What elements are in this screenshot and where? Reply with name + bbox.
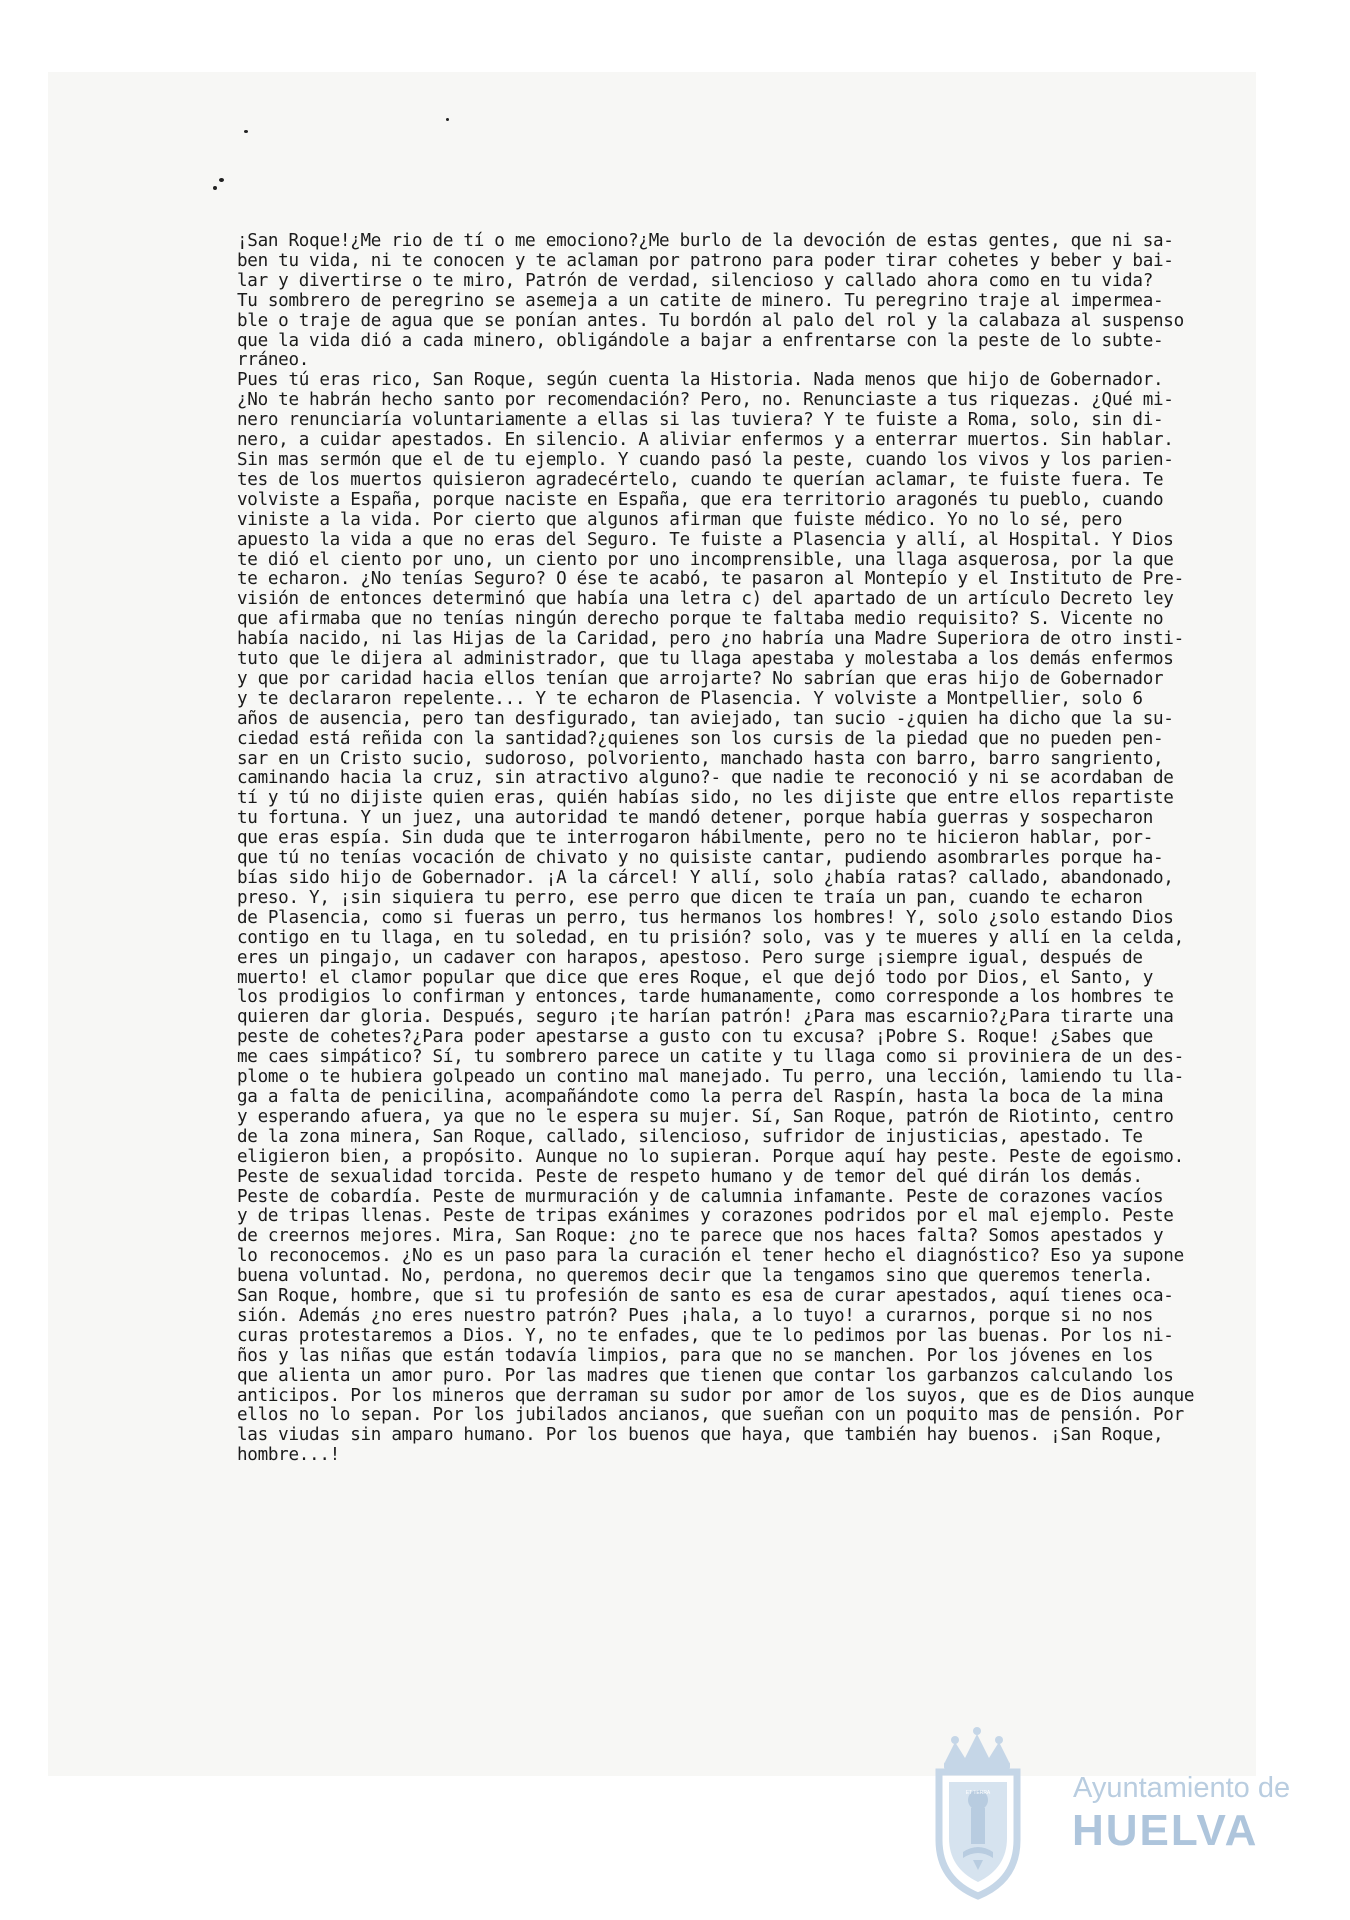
watermark-line-ayuntamiento: Ayuntamiento de	[1073, 1772, 1291, 1804]
document-body-text: ¡San Roque!¿Me rio de tí o me emociono?¿Me burlo de la devoción de estas gentes, que ni sa- ben tu vida, ni te conocen y te aclaman por patrono para poder tirar cohetes y beber y bai- lar y divertirse o te miro, Patrón de verdad, silencioso y callado ahora como en tu vida? Tu sombrero de peregrino se asemeja a un catite de minero. Tu peregrino traje al impermea- ble o traje de agua que se ponían antes. Tu bordón al palo del rol y la calabaza al suspenso que la vida dió a cada minero, obligándole a bajar a enfrentarse con la peste de lo subte- rráneo. Pues tú eras rico, San Roque, según cuenta la Historia. Nada menos que hijo de Gobernador. ¿No te habrán hecho santo por recomendación? Pero, no. Renunciaste a tus riquezas. ¿Qué mi- nero renunciaría voluntariamente a ellas si las tuviera? Y te fuiste a Roma, solo, sin di- nero, a cuidar apestados. En silencio. A aliviar enfermos y a enterrar muertos. Sin hablar. Sin mas sermón que el de tu ejemplo. Y cuando pasó la peste, cuando los vivos y los parien- tes de los muertos quisieron agradecértelo, cuando te querían aclamar, te fuiste fuera. Te volviste a España, porque naciste en España, que era territorio aragonés tu pueblo, cuando viniste a la vida. Por cierto que algunos afirman que fuiste médico. Yo no lo sé, pero apuesto la vida a que no eras del Seguro. Te fuiste a Plasencia y allí, al Hospital. Y Dios te dió el ciento por uno, un ciento por uno incomprensible, una llaga asquerosa, por la que te echaron. ¿No tenías Seguro? O ése te acabó, te pasaron al Montepío y el Instituto de Pre- visión de entonces determinó que había una letra c) del apartado de un artículo Decreto ley que afirmaba que no tenías ningún derecho porque te faltaba medio requisito? S. Vicente no había nacido, ni las Hijas de la Caridad, pero ¿no habría una Madre Superiora de otro insti- tuto que le dijera al administrador, que tu llaga apestaba y molestaba a los demás enfermos y que por caridad hacia ellos tenían que arrojarte? No sabrían que eras hijo de Gobernador y te declararon repelente... Y te echaron de Plasencia. Y volviste a Montpellier, solo 6 años de ausencia, pero tan desfigurado, tan aviejado, tan sucio -¿quien ha dicho que la su- ciedad está reñida con la santidad?¿quienes son los cursis de la piedad que no pueden pen- sar en un Cristo sucio, sudoroso, polvoriento, manchado hasta con barro, barro sangriento, caminando hacia la cruz, sin atractivo alguno?- que nadie te reconoció y ni se acordaban de tí y tú no dijiste quien eras, quién habías sido, no les dijiste que entre ellos repartiste tu fortuna. Y un juez, una autoridad te mandó detener, porque había guerras y sospecharon que eras espía. Sin duda que te interrogaron hábilmente, pero no te hicieron hablar, por- que tú no tenías vocación de chivato y no quisiste cantar, pudiendo asombrarles porque ha- bías sido hijo de Gobernador. ¡A la cárcel! Y allí, solo ¿había ratas? callado, abandonado, preso. Y, ¡sin siquiera tu perro, ese perro que dicen te traía un pan, cuando te echaron de Plasencia, como si fueras un perro, tus hermanos los hombres! Y, solo ¿solo estando Dios contigo en tu llaga, en tu soledad, en tu prisión? solo, vas y te mueres y allí en la celda, eres un pingajo, un cadaver con harapos, apestoso. Pero surge ¡siempre igual, después de muerto! el clamor popular que dice que eres Roque, el que dejó todo por Dios, el Santo, y los prodigios lo confirman y entonces, tarde humanamente, como corresponde a los hombres te quieren dar gloria. Después, seguro ¡te harían patrón! ¿Para mas escarnio?¿Para tirarte una peste de cohetes?¿Para poder apestarse a gusto con tu excusa? ¡Pobre S. Roque! ¿Sabes que me caes simpático? Sí, tu sombrero parece un catite y tu llaga como si proviniera de un des- plome o te hubiera golpeado un contino mal manejado. Tu perro, una lección, lamiendo tu lla- ga a falta de penicilina, acompañándote como la perra del Raspín, hasta la boca de la mina y esperando afuera, ya que no le espera su mujer. Sí, San Roque, patrón de Riotinto, centro de la zona minera, San Roque, callado, silencioso, sufridor de injusticias, apestado. Te eligieron bien, a propósito. Aunque no lo supieran. Porque aquí hay peste. Peste de egoismo. Peste de sexualidad torcida. Peste de respeto humano y de temor del qué dirán los demás. Peste de cobardía. Peste de murmuración y de calumnia infamante. Peste de corazones vacíos y de tripas llenas. Peste de tripas exánimes y corazones podridos por el mal ejemplo. Peste de creernos mejores. Mira, San Roque: ¿no te parece que nos haces falta? Somos apestados y lo reconocemos. ¿No es un paso para la curación el tener hecho el diagnóstico? Eso ya supone buena voluntad. No, perdona, no queremos decir que la tengamos sino que queremos tenerla. San Roque, hombre, que si tu profesión de santo es esa de curar apestados, aquí tienes oca- sión. Además ¿no eres nuestro patrón? Pues ¡hala, a lo tuyo! a curarnos, porque si no nos curas protestaremos a Dios. Y, no te enfades, que te lo pedimos por las buenas. Por los ni- ños y las niñas que están todavía limpios, para que no se manchen. Por los jóvenes en los que alienta un amor puro. Por las madres que tienen que contar los garbanzos calculando los anticipos. Por los mineros que derraman su sudor por amor de los suyos, que es de Dios aunque ellos no lo sepan. Por los jubilados ancianos, que sueñan con un poquito mas de pensión. Por las viudas sin amparo humano. Por los buenos que haya, que también hay buenos. ¡San Roque, hombre...!	[237, 231, 1195, 1466]
page-mark	[446, 118, 449, 121]
page-mark	[244, 130, 248, 133]
page-mark	[213, 186, 217, 190]
page-mark	[219, 178, 224, 182]
watermark-line-huelva: HUELVA	[1072, 1806, 1259, 1855]
svg-text:ET TERRA: ET TERRA	[965, 1790, 991, 1796]
